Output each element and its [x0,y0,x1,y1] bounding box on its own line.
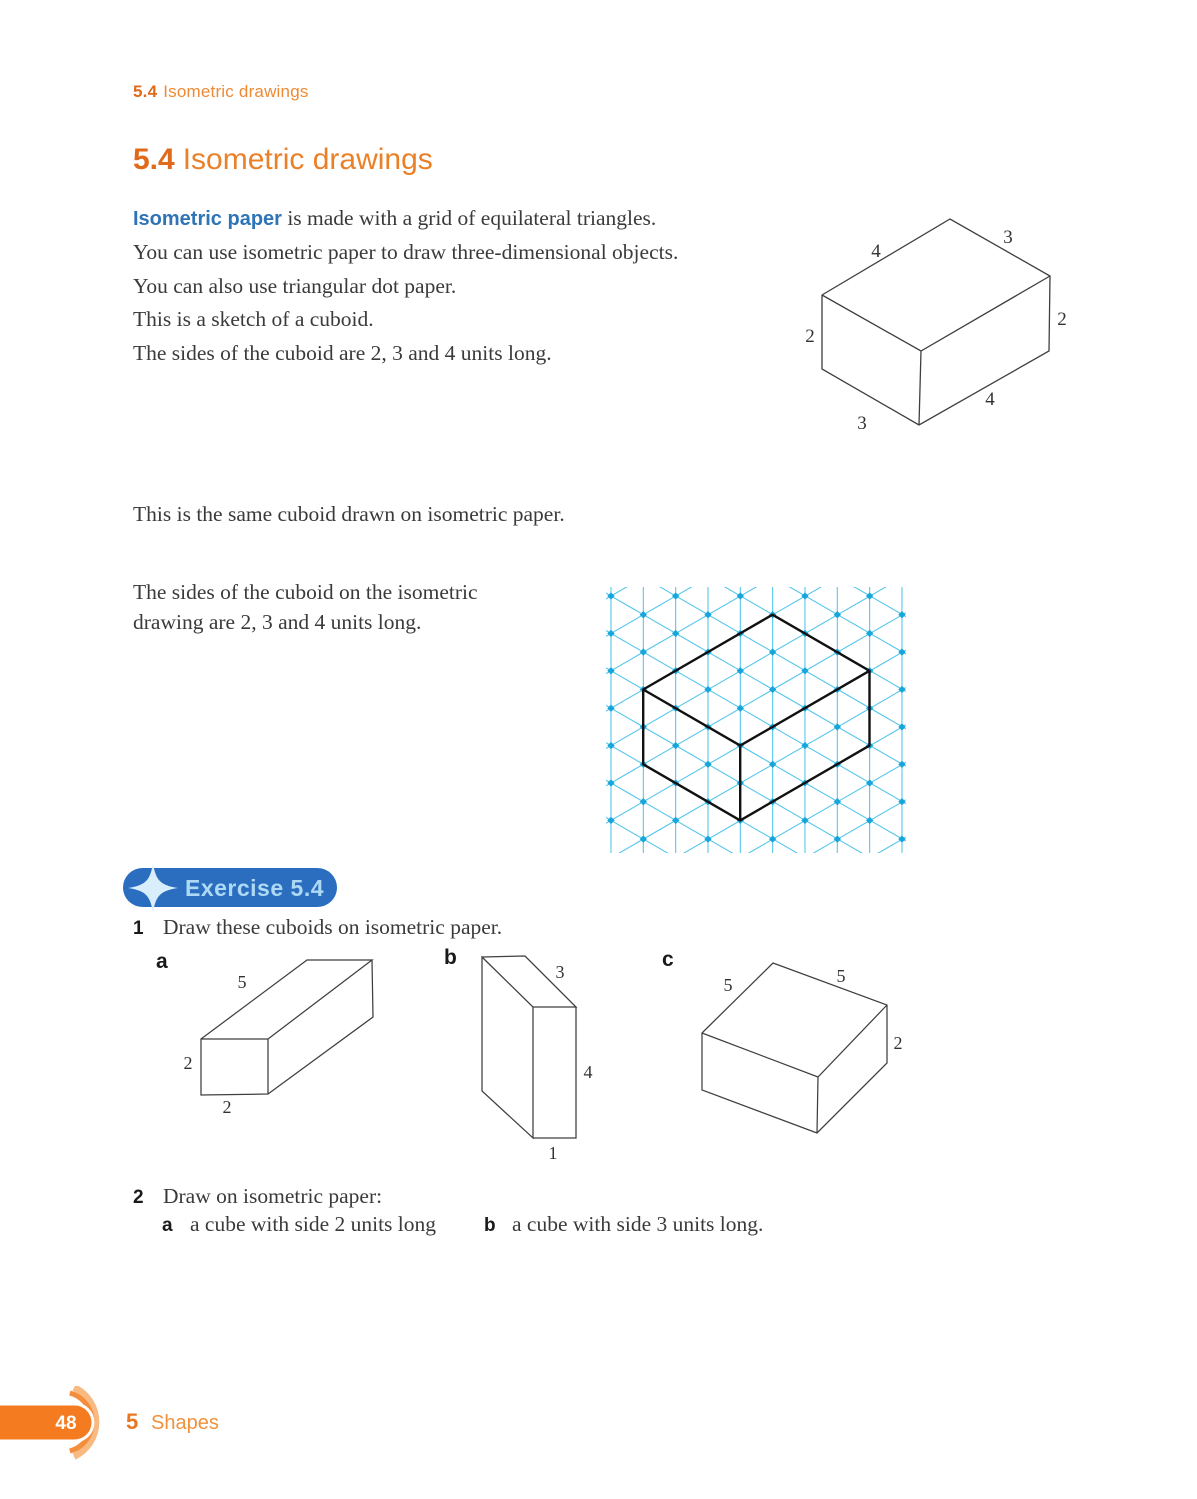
same-cuboid-sentence: This is the same cuboid drawn on isometric paper. [133,502,565,526]
exercise-badge [119,860,341,914]
figure-c-right-label: 5 [836,966,846,986]
page-title [133,143,433,177]
figure-a-width-label: 2 [222,1097,232,1117]
footer-chapter-title: Shapes [151,1412,219,1434]
cuboid-sides-line-1: The sides of the cuboid on the isometric [133,580,478,604]
intro-line-2: You can use isometric paper to draw three-dimensional objects. [133,240,679,265]
cuboid-sketch-figure [790,205,1085,450]
running-header-number: 5.4 [133,82,158,101]
sketch-label-left: 2 [805,326,815,347]
intro-paragraph [133,202,773,370]
sketch-label-right: 2 [1057,309,1067,330]
figure-a-height-label: 2 [183,1053,193,1073]
figure-c-height-label: 2 [893,1033,903,1053]
sketch-label-bottom-right: 4 [985,389,995,410]
isometric-grid-figure [606,587,906,853]
figure-b-outline [482,956,576,1138]
sketch-label-bottom-left: 3 [857,413,867,434]
running-header-title: Isometric drawings [163,82,309,101]
figure-c-cuboid [690,950,910,1145]
page-number: 48 [55,1413,77,1434]
page-title-number: 5.4 [133,143,175,176]
intro-line-4: This is a sketch of a cuboid. [133,307,374,332]
figure-b-cuboid [470,945,605,1170]
sketch-label-top-left: 4 [871,241,881,262]
cuboid-sides-sentence [133,578,533,637]
exercise-badge-label: Exercise 5.4 [185,875,325,901]
sketch-label-top-right: 3 [1003,227,1013,248]
question-2-number: 2 [133,1187,144,1208]
figure-b-height-label: 4 [583,1062,593,1082]
question-2a-letter: a [162,1215,173,1236]
figure-a-cuboid [180,950,395,1125]
question-2a-text: a cube with side 2 units long [190,1212,437,1236]
question-2-text: Draw on isometric paper: [163,1184,383,1208]
keyword-isometric-paper: Isometric paper [133,208,282,230]
question-1-text: Draw these cuboids on isometric paper. [163,915,503,939]
page-number-badge [0,1386,130,1462]
figure-b-letter: b [444,946,457,969]
figure-b-depth-label: 3 [555,962,565,982]
figure-a-letter: a [156,950,168,973]
figure-c-left-label: 5 [723,975,733,995]
question-1-number: 1 [133,918,144,939]
intro-line-5: The sides of the cuboid are 2, 3 and 4 units long. [133,340,552,365]
page-number-pill [0,1404,93,1441]
page-title-text: Isometric drawings [182,143,433,176]
figure-a-outline [201,960,373,1095]
intro-line-1 [133,202,773,236]
intro-line-3: You can also use triangular dot paper. [133,273,457,298]
running-header [133,82,309,102]
cuboid-sides-line-2: drawing are 2, 3 and 4 units long. [133,609,422,634]
figure-b-width-label: 1 [548,1143,558,1163]
question-2b-letter: b [484,1215,496,1236]
figure-a-depth-label: 5 [237,972,247,992]
footer-chapter-number: 5 [126,1409,139,1434]
question-2b-text: a cube with side 3 units long. [512,1212,764,1236]
cuboid-sketch-outline [822,219,1050,425]
figure-c-letter: c [662,948,674,971]
intro-line-1-rest: is made with a grid of equilateral triangles. [281,206,657,230]
